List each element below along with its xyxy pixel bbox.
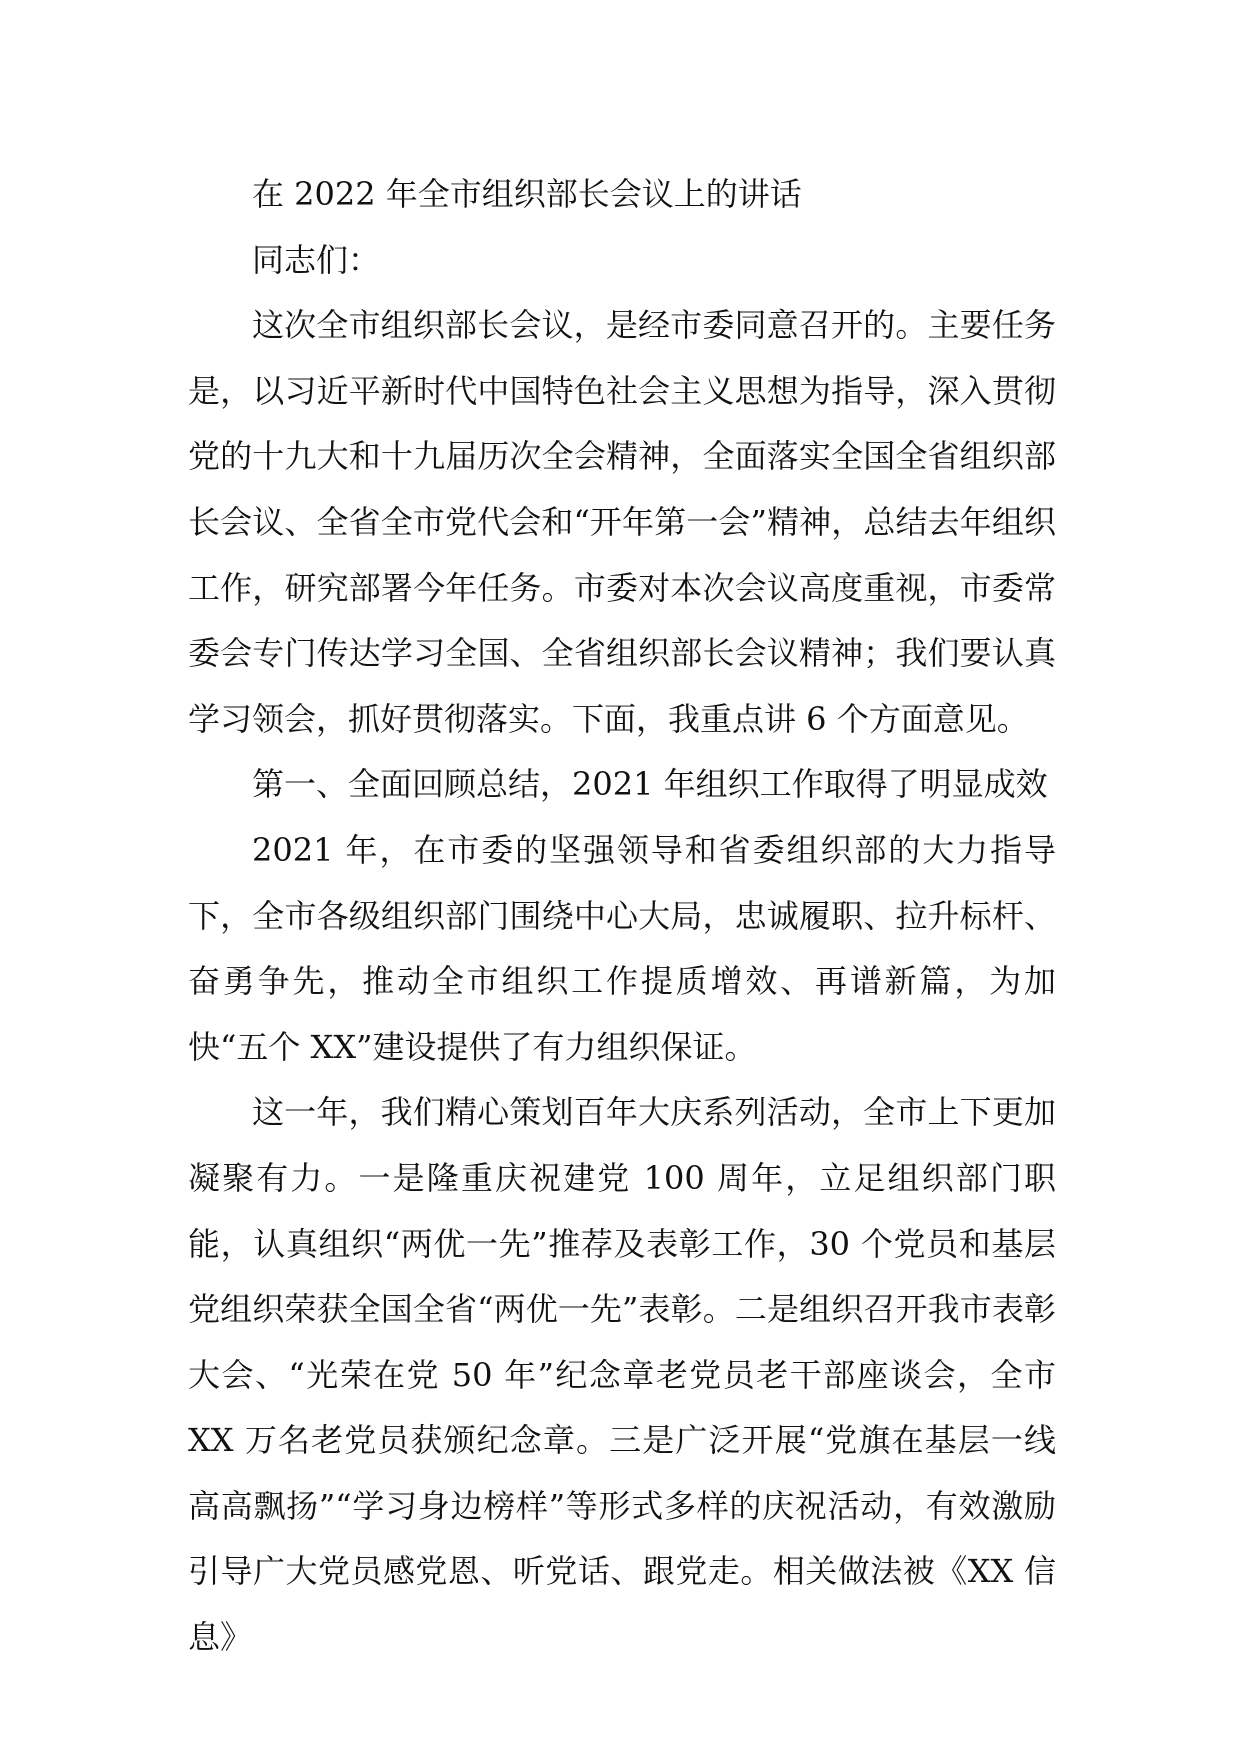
paragraph-centenary: 这一年，我们精心策划百年大庆系列活动，全市上下更加凝聚有力。一是隆重庆祝建党 100 周年，立足组织部门职能，认真组织“两优一先”推荐及表彰工作，30 个党员和基层党组织荣获全国全省“两优一先”表彰。二是组织召开我市表彰大会、“光荣在党 50 年”纪念章老党员老干部座谈会，全市 XX 万名老党员获颁纪念章。三是广泛开展“党旗在基层一线高高飘扬”“学习身边榜样”等形式多样的庆祝活动，有效激励引导广大党员感党恩、听党话、跟党走。相关做法被《XX 信息》 (188, 1093, 1056, 1657)
section-heading-1: 第一、全面回顾总结，2021 年组织工作取得了明显成效 (252, 765, 1048, 804)
document-body (188, 162, 1056, 1671)
paragraph-opening: 这次全市组织部长会议，是经市委同意召开的。主要任务是，以习近平新时代中国特色社会主义思想为指导，深入贯彻党的十九大和十九届历次全会精神，全面落实全国全省组织部长会议、全省全市党代会和“开年第一会”精神，总结去年组织工作，研究部署今年任务。市委对本次会议高度重视，市委常委会专门传达学习全国、全省组织部长会议精神；我们要认真学习领会，抓好贯彻落实。下面，我重点讲 6 个方面意见。 (188, 306, 1056, 738)
paragraph-review: 2021 年，在市委的坚强领导和省委组织部的大力指导下，全市各级组织部门围绕中心大局，忠诚履职、拉升标杆、奋勇争先，推动全市组织工作提质增效、再谱新篇，为加快“五个 XX”建设提供了有力组织保证。 (188, 830, 1056, 1066)
speech-title: 在 2022 年全市组织部长会议上的讲话 (252, 175, 802, 213)
salutation: 同志们： (252, 240, 381, 279)
